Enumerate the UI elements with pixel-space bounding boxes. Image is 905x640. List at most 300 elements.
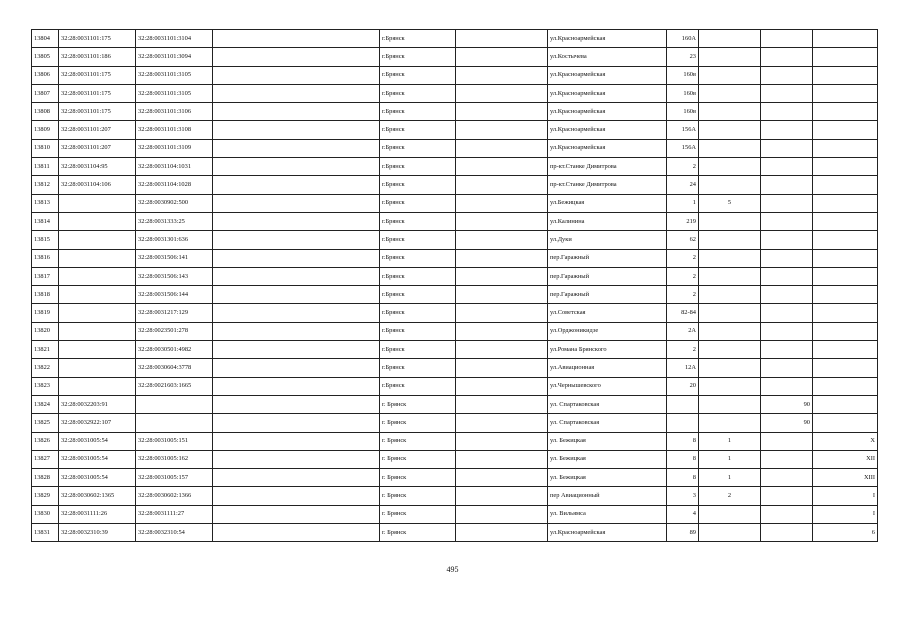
page-number: 495 — [446, 565, 459, 574]
table-row — [32, 194, 878, 212]
house-number-cell: 3 — [667, 487, 699, 505]
street-cell: ул.Красноармейская — [548, 66, 667, 84]
street-cell: пер Авиационный — [548, 487, 667, 505]
blank-cell — [456, 505, 548, 523]
house-number-cell — [667, 395, 699, 413]
house-number-cell: 8 — [667, 450, 699, 468]
blank-cell — [213, 249, 380, 267]
room-cell: I — [813, 487, 878, 505]
land-cadastral-number-cell — [59, 249, 136, 267]
building-cell: 1 — [699, 469, 761, 487]
room-cell — [813, 194, 878, 212]
city-cell: г. Брянск — [380, 469, 456, 487]
blank-cell — [456, 194, 548, 212]
area-cell — [761, 450, 813, 468]
table-row — [32, 267, 878, 285]
room-cell: XII — [813, 450, 878, 468]
record-number-cell: 13820 — [32, 322, 59, 340]
blank-cell — [213, 341, 380, 359]
record-number-cell: 13829 — [32, 487, 59, 505]
street-cell: ул.Красноармейская — [548, 139, 667, 157]
land-cadastral-number-cell: 32:28:0032922:107 — [59, 414, 136, 432]
blank-cell — [213, 103, 380, 121]
blank-cell — [213, 505, 380, 523]
city-cell: г.Брянск — [380, 48, 456, 66]
room-cell — [813, 322, 878, 340]
blank-cell — [213, 121, 380, 139]
street-cell: ул.Орджоникидзе — [548, 322, 667, 340]
building-cell — [699, 30, 761, 48]
table-row — [32, 48, 878, 66]
room-cell — [813, 359, 878, 377]
land-cadastral-number-cell: 32:28:0031111:26 — [59, 505, 136, 523]
blank-cell — [456, 84, 548, 102]
street-cell: пр-кт.Станке Димитрова — [548, 158, 667, 176]
area-cell — [761, 469, 813, 487]
blank-cell — [456, 249, 548, 267]
record-number-cell: 13823 — [32, 377, 59, 395]
blank-cell — [456, 176, 548, 194]
record-number-cell: 13818 — [32, 286, 59, 304]
city-cell: г. Брянск — [380, 450, 456, 468]
room-cell — [813, 231, 878, 249]
land-cadastral-number-cell: 32:28:0031101:175 — [59, 66, 136, 84]
land-cadastral-number-cell: 32:28:0031101:175 — [59, 84, 136, 102]
area-cell — [761, 84, 813, 102]
object-cadastral-number-cell: 32:28:0030501:4982 — [136, 341, 213, 359]
object-cadastral-number-cell: 32:28:0031101:3105 — [136, 66, 213, 84]
building-cell — [699, 48, 761, 66]
table-row — [32, 450, 878, 468]
record-number-cell: 13810 — [32, 139, 59, 157]
house-number-cell: 160в — [667, 66, 699, 84]
street-cell: ул.Красноармейская — [548, 30, 667, 48]
object-cadastral-number-cell: 32:28:0031101:3108 — [136, 121, 213, 139]
blank-cell — [456, 304, 548, 322]
building-cell — [699, 322, 761, 340]
city-cell: г. Брянск — [380, 432, 456, 450]
table-row — [32, 432, 878, 450]
object-cadastral-number-cell: 32:28:0031217:129 — [136, 304, 213, 322]
table-row — [32, 121, 878, 139]
room-cell — [813, 66, 878, 84]
city-cell: г.Брянск — [380, 176, 456, 194]
blank-cell — [213, 469, 380, 487]
land-cadastral-number-cell — [59, 212, 136, 230]
room-cell — [813, 48, 878, 66]
area-cell — [761, 487, 813, 505]
street-cell: ул.Дуки — [548, 231, 667, 249]
area-cell — [761, 505, 813, 523]
area-cell — [761, 66, 813, 84]
street-cell: ул. Бежицкая — [548, 432, 667, 450]
building-cell — [699, 249, 761, 267]
blank-cell — [213, 267, 380, 285]
object-cadastral-number-cell: 32:28:0032310:54 — [136, 524, 213, 542]
area-cell — [761, 286, 813, 304]
blank-cell — [456, 341, 548, 359]
record-number-cell: 13830 — [32, 505, 59, 523]
blank-cell — [456, 121, 548, 139]
blank-cell — [213, 48, 380, 66]
city-cell: г.Брянск — [380, 158, 456, 176]
room-cell — [813, 158, 878, 176]
city-cell: г.Брянск — [380, 249, 456, 267]
city-cell: г.Брянск — [380, 194, 456, 212]
object-cadastral-number-cell: 32:28:0031101:3104 — [136, 30, 213, 48]
blank-cell — [213, 139, 380, 157]
blank-cell — [456, 414, 548, 432]
blank-cell — [213, 194, 380, 212]
record-number-cell: 13821 — [32, 341, 59, 359]
record-number-cell: 13815 — [32, 231, 59, 249]
blank-cell — [213, 359, 380, 377]
record-number-cell: 13831 — [32, 524, 59, 542]
record-number-cell: 13828 — [32, 469, 59, 487]
land-cadastral-number-cell: 32:28:0031101:207 — [59, 139, 136, 157]
table-row — [32, 286, 878, 304]
record-number-cell: 13824 — [32, 395, 59, 413]
room-cell: 6 — [813, 524, 878, 542]
city-cell: г.Брянск — [380, 359, 456, 377]
table-row — [32, 231, 878, 249]
city-cell: г.Брянск — [380, 341, 456, 359]
object-cadastral-number-cell: 32:28:0031506:144 — [136, 286, 213, 304]
blank-cell — [213, 414, 380, 432]
building-cell: 1 — [699, 432, 761, 450]
record-number-cell: 13816 — [32, 249, 59, 267]
land-cadastral-number-cell — [59, 322, 136, 340]
building-cell — [699, 304, 761, 322]
street-cell: ул.Костычева — [548, 48, 667, 66]
blank-cell — [456, 469, 548, 487]
room-cell — [813, 414, 878, 432]
blank-cell — [213, 304, 380, 322]
building-cell: 1 — [699, 450, 761, 468]
street-cell: пер.Гаражный — [548, 286, 667, 304]
land-cadastral-number-cell: 32:28:0031104:95 — [59, 158, 136, 176]
object-cadastral-number-cell — [136, 414, 213, 432]
room-cell — [813, 139, 878, 157]
object-cadastral-number-cell: 32:28:0021603:1665 — [136, 377, 213, 395]
house-number-cell: 1 — [667, 194, 699, 212]
object-cadastral-number-cell: 32:28:0030602:1366 — [136, 487, 213, 505]
city-cell: г.Брянск — [380, 30, 456, 48]
land-cadastral-number-cell — [59, 231, 136, 249]
land-cadastral-number-cell: 32:28:0031101:186 — [59, 48, 136, 66]
record-number-cell: 13808 — [32, 103, 59, 121]
area-cell — [761, 158, 813, 176]
object-cadastral-number-cell: 32:28:0031005:151 — [136, 432, 213, 450]
record-number-cell: 13819 — [32, 304, 59, 322]
blank-cell — [213, 395, 380, 413]
house-number-cell: 2А — [667, 322, 699, 340]
building-cell — [699, 176, 761, 194]
registry-table-body — [32, 30, 878, 542]
street-cell: ул. Спартаковская — [548, 414, 667, 432]
blank-cell — [456, 450, 548, 468]
area-cell — [761, 121, 813, 139]
record-number-cell: 13804 — [32, 30, 59, 48]
area-cell: 90 — [761, 414, 813, 432]
object-cadastral-number-cell: 32:28:0031005:157 — [136, 469, 213, 487]
land-cadastral-number-cell: 32:28:0031101:207 — [59, 121, 136, 139]
record-number-cell: 13811 — [32, 158, 59, 176]
object-cadastral-number-cell: 32:28:0031101:3105 — [136, 84, 213, 102]
building-cell — [699, 267, 761, 285]
street-cell: ул.Красноармейская — [548, 524, 667, 542]
blank-cell — [213, 322, 380, 340]
house-number-cell: 8 — [667, 469, 699, 487]
land-cadastral-number-cell — [59, 341, 136, 359]
table-row — [32, 487, 878, 505]
blank-cell — [213, 487, 380, 505]
table-row — [32, 359, 878, 377]
object-cadastral-number-cell: 32:28:0031506:141 — [136, 249, 213, 267]
record-number-cell: 13814 — [32, 212, 59, 230]
land-cadastral-number-cell: 32:28:0031005:54 — [59, 469, 136, 487]
area-cell — [761, 432, 813, 450]
blank-cell — [456, 359, 548, 377]
city-cell: г.Брянск — [380, 212, 456, 230]
record-number-cell: 13813 — [32, 194, 59, 212]
object-cadastral-number-cell: 32:28:0030604:3778 — [136, 359, 213, 377]
building-cell — [699, 341, 761, 359]
land-cadastral-number-cell: 32:28:0031005:54 — [59, 450, 136, 468]
object-cadastral-number-cell: 32:28:0030902:500 — [136, 194, 213, 212]
record-number-cell: 13812 — [32, 176, 59, 194]
house-number-cell: 82-84 — [667, 304, 699, 322]
street-cell: ул. Бежицкая — [548, 450, 667, 468]
land-cadastral-number-cell — [59, 359, 136, 377]
room-cell — [813, 212, 878, 230]
table-row — [32, 158, 878, 176]
record-number-cell: 13817 — [32, 267, 59, 285]
street-cell: ул.Бежицкая — [548, 194, 667, 212]
table-row — [32, 414, 878, 432]
area-cell — [761, 194, 813, 212]
table-row — [32, 304, 878, 322]
blank-cell — [456, 267, 548, 285]
record-number-cell: 13806 — [32, 66, 59, 84]
house-number-cell: 20 — [667, 377, 699, 395]
house-number-cell: 219 — [667, 212, 699, 230]
object-cadastral-number-cell: 32:28:0031104:1028 — [136, 176, 213, 194]
building-cell — [699, 121, 761, 139]
blank-cell — [213, 30, 380, 48]
house-number-cell: 2 — [667, 341, 699, 359]
street-cell: ул.Советская — [548, 304, 667, 322]
house-number-cell: 2 — [667, 249, 699, 267]
table-row — [32, 469, 878, 487]
house-number-cell: 160в — [667, 103, 699, 121]
object-cadastral-number-cell: 32:28:0031101:3094 — [136, 48, 213, 66]
land-cadastral-number-cell: 32:28:0031101:175 — [59, 103, 136, 121]
house-number-cell: 24 — [667, 176, 699, 194]
blank-cell — [213, 212, 380, 230]
area-cell — [761, 139, 813, 157]
object-cadastral-number-cell: 32:28:0031111:27 — [136, 505, 213, 523]
building-cell — [699, 359, 761, 377]
table-row — [32, 103, 878, 121]
building-cell — [699, 231, 761, 249]
house-number-cell: 156А — [667, 139, 699, 157]
room-cell — [813, 377, 878, 395]
table-row — [32, 395, 878, 413]
table-row — [32, 505, 878, 523]
room-cell — [813, 395, 878, 413]
blank-cell — [456, 103, 548, 121]
room-cell — [813, 286, 878, 304]
room-cell — [813, 304, 878, 322]
blank-cell — [213, 176, 380, 194]
street-cell: пер.Гаражный — [548, 249, 667, 267]
house-number-cell: 8 — [667, 432, 699, 450]
house-number-cell: 2 — [667, 267, 699, 285]
house-number-cell — [667, 414, 699, 432]
house-number-cell: 23 — [667, 48, 699, 66]
building-cell — [699, 505, 761, 523]
object-cadastral-number-cell: 32:28:0023501:278 — [136, 322, 213, 340]
street-cell: ул. Бежицкая — [548, 469, 667, 487]
city-cell: г.Брянск — [380, 286, 456, 304]
building-cell: 5 — [699, 194, 761, 212]
record-number-cell: 13807 — [32, 84, 59, 102]
registry-table — [31, 29, 878, 542]
table-row — [32, 84, 878, 102]
city-cell: г.Брянск — [380, 304, 456, 322]
blank-cell — [456, 212, 548, 230]
building-cell — [699, 524, 761, 542]
city-cell: г. Брянск — [380, 487, 456, 505]
house-number-cell: 156А — [667, 121, 699, 139]
city-cell: г.Брянск — [380, 231, 456, 249]
blank-cell — [213, 524, 380, 542]
area-cell — [761, 341, 813, 359]
building-cell — [699, 84, 761, 102]
street-cell: ул.Авиационная — [548, 359, 667, 377]
blank-cell — [456, 158, 548, 176]
room-cell: XIII — [813, 469, 878, 487]
blank-cell — [213, 377, 380, 395]
city-cell: г. Брянск — [380, 505, 456, 523]
record-number-cell: 13827 — [32, 450, 59, 468]
area-cell — [761, 212, 813, 230]
street-cell: ул.Красноармейская — [548, 103, 667, 121]
city-cell: г.Брянск — [380, 267, 456, 285]
area-cell — [761, 359, 813, 377]
area-cell — [761, 249, 813, 267]
street-cell: пр-кт.Станке Димитрова — [548, 176, 667, 194]
blank-cell — [213, 66, 380, 84]
city-cell: г.Брянск — [380, 322, 456, 340]
room-cell — [813, 341, 878, 359]
building-cell — [699, 414, 761, 432]
blank-cell — [456, 231, 548, 249]
table-row — [32, 30, 878, 48]
land-cadastral-number-cell — [59, 194, 136, 212]
object-cadastral-number-cell: 32:28:0031104:1031 — [136, 158, 213, 176]
house-number-cell: 2 — [667, 158, 699, 176]
room-cell: X — [813, 432, 878, 450]
room-cell — [813, 103, 878, 121]
city-cell: г. Брянск — [380, 395, 456, 413]
street-cell: пер.Гаражный — [548, 267, 667, 285]
land-cadastral-number-cell — [59, 304, 136, 322]
street-cell: ул.Романа Брянского — [548, 341, 667, 359]
street-cell: ул. Вильямса — [548, 505, 667, 523]
blank-cell — [456, 377, 548, 395]
object-cadastral-number-cell: 32:28:0031333:25 — [136, 212, 213, 230]
city-cell: г.Брянск — [380, 121, 456, 139]
area-cell — [761, 30, 813, 48]
room-cell — [813, 267, 878, 285]
room-cell — [813, 176, 878, 194]
blank-cell — [456, 66, 548, 84]
record-number-cell: 13809 — [32, 121, 59, 139]
table-row — [32, 249, 878, 267]
blank-cell — [456, 48, 548, 66]
house-number-cell: 160в — [667, 84, 699, 102]
blank-cell — [456, 395, 548, 413]
land-cadastral-number-cell — [59, 377, 136, 395]
land-cadastral-number-cell: 32:28:0031104:106 — [59, 176, 136, 194]
building-cell — [699, 158, 761, 176]
house-number-cell: 89 — [667, 524, 699, 542]
blank-cell — [213, 286, 380, 304]
blank-cell — [213, 231, 380, 249]
blank-cell — [456, 524, 548, 542]
land-cadastral-number-cell: 32:28:0032203:91 — [59, 395, 136, 413]
object-cadastral-number-cell: 32:28:0031506:143 — [136, 267, 213, 285]
city-cell: г.Брянск — [380, 66, 456, 84]
area-cell — [761, 322, 813, 340]
object-cadastral-number-cell: 32:28:0031101:3109 — [136, 139, 213, 157]
street-cell: ул. Спартаковская — [548, 395, 667, 413]
object-cadastral-number-cell: 32:28:0031101:3106 — [136, 103, 213, 121]
area-cell: 90 — [761, 395, 813, 413]
house-number-cell: 160А — [667, 30, 699, 48]
room-cell — [813, 121, 878, 139]
land-cadastral-number-cell: 32:28:0030602:1365 — [59, 487, 136, 505]
house-number-cell: 4 — [667, 505, 699, 523]
land-cadastral-number-cell — [59, 267, 136, 285]
blank-cell — [456, 432, 548, 450]
area-cell — [761, 48, 813, 66]
building-cell — [699, 395, 761, 413]
house-number-cell: 2 — [667, 286, 699, 304]
object-cadastral-number-cell: 32:28:0031301:636 — [136, 231, 213, 249]
area-cell — [761, 524, 813, 542]
city-cell: г. Брянск — [380, 414, 456, 432]
building-cell — [699, 103, 761, 121]
record-number-cell: 13822 — [32, 359, 59, 377]
table-row — [32, 212, 878, 230]
city-cell: г. Брянск — [380, 524, 456, 542]
object-cadastral-number-cell: 32:28:0031005:162 — [136, 450, 213, 468]
blank-cell — [213, 158, 380, 176]
table-row — [32, 176, 878, 194]
area-cell — [761, 103, 813, 121]
table-row — [32, 322, 878, 340]
blank-cell — [456, 322, 548, 340]
record-number-cell: 13825 — [32, 414, 59, 432]
object-cadastral-number-cell — [136, 395, 213, 413]
land-cadastral-number-cell: 32:28:0031005:54 — [59, 432, 136, 450]
land-cadastral-number-cell — [59, 286, 136, 304]
building-cell — [699, 139, 761, 157]
land-cadastral-number-cell: 32:28:0031101:175 — [59, 30, 136, 48]
